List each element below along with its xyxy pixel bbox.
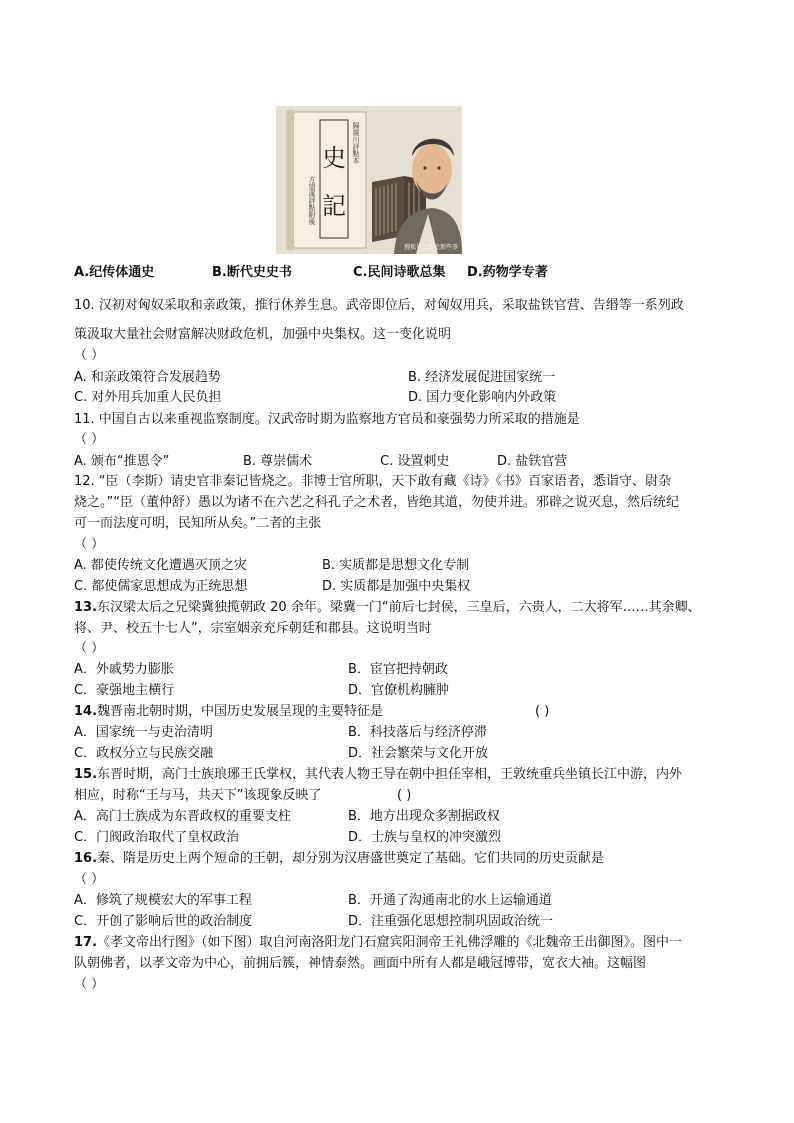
q17-stem-text-1: 《孝文帝出行图》（如下图）取自河南洛阳龙门石窟宾阳洞帝王礼佛浮雕的《北魏帝王出御图》。图中一	[97, 935, 683, 950]
book-side-text-right: 歸震川評點本	[352, 122, 360, 164]
watermark-text: 搜狐号 / 历史那些事	[404, 244, 458, 251]
q13-answer-paren: （ ）	[74, 641, 105, 656]
q12-stem-line-2: 烧之。”“臣（董仲舒）愚以为诸不在六艺之科孔子之术者，皆绝其道，勿使并进。邪辟之说灭息，然后统纪	[74, 495, 679, 510]
q13-stem-text-1: 东汉梁太后之兄梁冀独揽朝政 20 余年。梁冀一门“前后七封侯，三皇后，六贵人，二大将军……其余卿、	[97, 600, 701, 615]
q11-answer-paren: （ ）	[74, 432, 105, 447]
q11-option-c: C. 设置刺史	[380, 454, 450, 469]
q16-answer-paren: （ ）	[74, 872, 105, 887]
book-title-char-1: 史	[322, 144, 346, 172]
q16-stem-line-1	[74, 849, 604, 869]
book-side-text-left: 方望溪評點附後	[308, 176, 316, 225]
q11-stem-line-1: 11. 中国自古以来重视监察制度。汉武帝时期为监察地方官员和豪强势力所采取的措施是	[74, 412, 580, 427]
q16-option-b: B．开通了沟通南北的水上运输通道	[348, 893, 552, 908]
q16-option-c: C．开创了影响后世的政治制度	[74, 914, 253, 929]
q16-option-d: D．注重强化思想控制巩固政治统一	[348, 914, 554, 929]
q12-option-c: C. 都使儒家思想成为正统思想	[74, 579, 248, 594]
q15-stem-text-1: 东晋时期，高门士族琅琊王氏掌权，其代表人物王导在朝中担任宰相，王敦统重兵坐镇长江中游，内外	[97, 767, 683, 782]
q10-answer-paren: （ ）	[74, 348, 105, 363]
q10-option-a: A. 和亲政策符合发展趋势	[74, 370, 221, 385]
q12-answer-paren: （ ）	[74, 537, 105, 552]
q17-stem-line-1	[74, 933, 682, 953]
q13-option-c: C．豪强地主横行	[74, 683, 175, 698]
q15-option-c: C．门阀政治取代了皇权政治	[74, 830, 240, 845]
q14-option-c: C．政权分立与民族交融	[74, 746, 214, 761]
q12-stem-line-1: 12. “臣（李斯）请史官非秦记皆烧之。非博士官所职，天下敢有藏《诗》《书》百家语者，悉诣守、尉杂	[74, 474, 672, 489]
q9-option-b: B.断代史史书	[212, 265, 292, 280]
q16-option-a: A．修筑了规模宏大的军事工程	[74, 893, 252, 908]
q13-number: 13.	[74, 600, 98, 615]
q14-stem-text-1: 魏晋南北朝时期，中国历史发展呈现的主要特征是	[97, 704, 384, 719]
q15-answer-paren: ( )	[397, 788, 412, 803]
q14-stem-line-1	[74, 702, 383, 722]
q10-option-c: C. 对外用兵加重人民负担	[74, 390, 222, 405]
q15-stem-line-1	[74, 765, 682, 785]
q15-option-a: A．高门士族成为东晋政权的重要支柱	[74, 809, 291, 824]
q17-stem-line-2: 队朝佛者，以孝文帝为中心，前拥后簇，神情泰然。画面中所有人都是峨冠博带，宽衣大袖。这幅图	[74, 956, 647, 971]
shiji-figure	[276, 106, 462, 254]
q15-option-b: B．地方出现众多割据政权	[348, 809, 500, 824]
q16-stem-text-1: 秦、隋是历史上两个短命的王朝，却分别为汉唐盛世奠定了基础。它们共同的历史贡献是	[97, 851, 605, 866]
q13-option-b: B．宦官把持朝政	[348, 662, 448, 677]
q15-option-d: D．士族与皇权的冲突激烈	[348, 830, 502, 845]
q11-option-b: B. 尊崇儒术	[243, 454, 313, 469]
q10-option-d: D. 国力变化影响内外政策	[408, 390, 557, 405]
book-image	[286, 110, 366, 250]
q13-stem-line-2: 将、尹、校五十七人”，宗室姻亲充斥朝廷和郡县。这说明当时	[74, 621, 432, 636]
q17-number: 17.	[74, 935, 98, 950]
q14-number: 14.	[74, 704, 98, 719]
q12-option-b: B. 实质都是思想文化专制	[322, 558, 470, 573]
q12-stem-line-3: 可一而法度可明，民知所从矣。”二者的主张	[74, 516, 322, 531]
q11-option-a: A. 颁布“推恩令”	[74, 454, 170, 469]
q14-option-b: B．科技落后与经济停滞	[348, 725, 487, 740]
q10-option-b: B. 经济发展促进国家统一	[408, 370, 556, 385]
q16-number: 16.	[74, 851, 98, 866]
q14-answer-paren: ( )	[535, 704, 550, 719]
q9-option-c: C.民间诗歌总集	[353, 265, 446, 280]
q14-option-a: A．国家统一与吏治清明	[74, 725, 213, 740]
q17-answer-paren: （ ）	[74, 977, 105, 992]
q12-option-a: A. 都使传统文化遭遇灭顶之灾	[74, 558, 247, 573]
q9-option-a: A.纪传体通史	[74, 265, 155, 280]
q13-option-a: A．外戚势力膨胀	[74, 662, 174, 677]
book-title-char-2: 記	[322, 192, 346, 220]
q13-option-d: D．官僚机构臃肿	[348, 683, 450, 698]
q11-option-d: D. 盐铁官营	[497, 454, 568, 469]
q10-stem-line-2: 策汲取大量社会财富解决财政危机，加强中央集权。这一变化说明	[74, 327, 452, 342]
q15-stem-line-2: 相应，时称“王与马，共天下”该现象反映了	[74, 788, 322, 803]
q9-option-d: D.药物学专著	[467, 265, 548, 280]
q12-option-d: D. 实质都是加强中央集权	[322, 579, 471, 594]
q15-number: 15.	[74, 767, 98, 782]
q13-stem-line-1	[74, 598, 701, 618]
shiji-illustration	[276, 106, 462, 254]
q14-option-d: D．社会繁荣与文化开放	[348, 746, 489, 761]
q10-stem-line-1: 10. 汉初对匈奴采取和亲政策，推行休养生息。武帝即位后，对匈奴用兵，采取盐铁官营、告缗等一系列政	[74, 298, 684, 313]
